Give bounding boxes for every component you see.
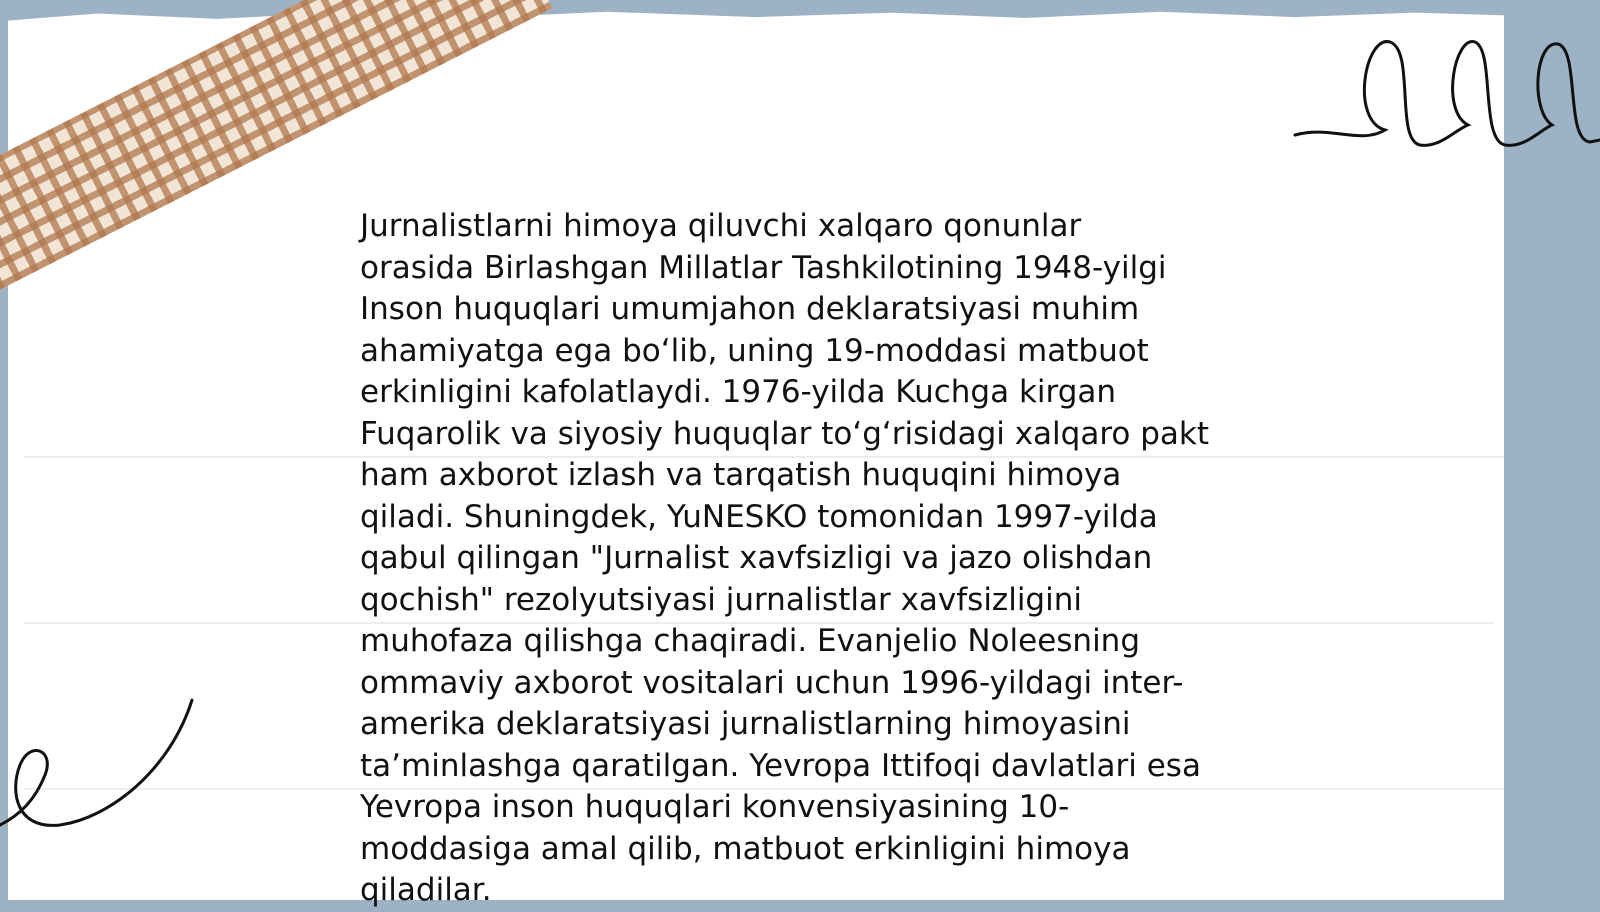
body-paragraph: Jurnalistlarni himoya qiluvchi xalqaro qonunlar orasida Birlashgan Millatlar Tashkilotining 1948-yilgi Inson huquqlari umumjahon deklaratsiyasi muhim ahamiyatga ega boʻlib, uning 19-moddasi matbuot erkinligini kafolatlaydi. 1976-yilda Kuchga kirgan Fuqarolik va siyosiy huquqlar toʻgʻrisidagi xalqaro pakt ham axborot izlash va tarqatish huquqini himoya qiladi. Shuningdek, YuNESKO tomonidan 1997-yilda qabul qilingan "Jurnalist xavfsizligi va jazo olishdan qochish" rezolyutsiyasi jurnalistlar xavfsizligini muhofaza qilishga chaqiradi. Evanjelio Noleesning ommaviy axborot vositalari uchun 1996-yildagi inter- amerika deklaratsiyasi jurnalistlarning himoyasini taʼminlashga qaratilgan. Yevropa Ittifoqi davlatlari esa Yevropa inson huquqlari konvensiyasining 10- moddasiga amal qilib, matbuot erkinligini himoya qiladilar. (360, 208, 1210, 908)
loop-scribble-icon (1290, 30, 1600, 170)
swoosh-scribble-icon (0, 690, 200, 850)
